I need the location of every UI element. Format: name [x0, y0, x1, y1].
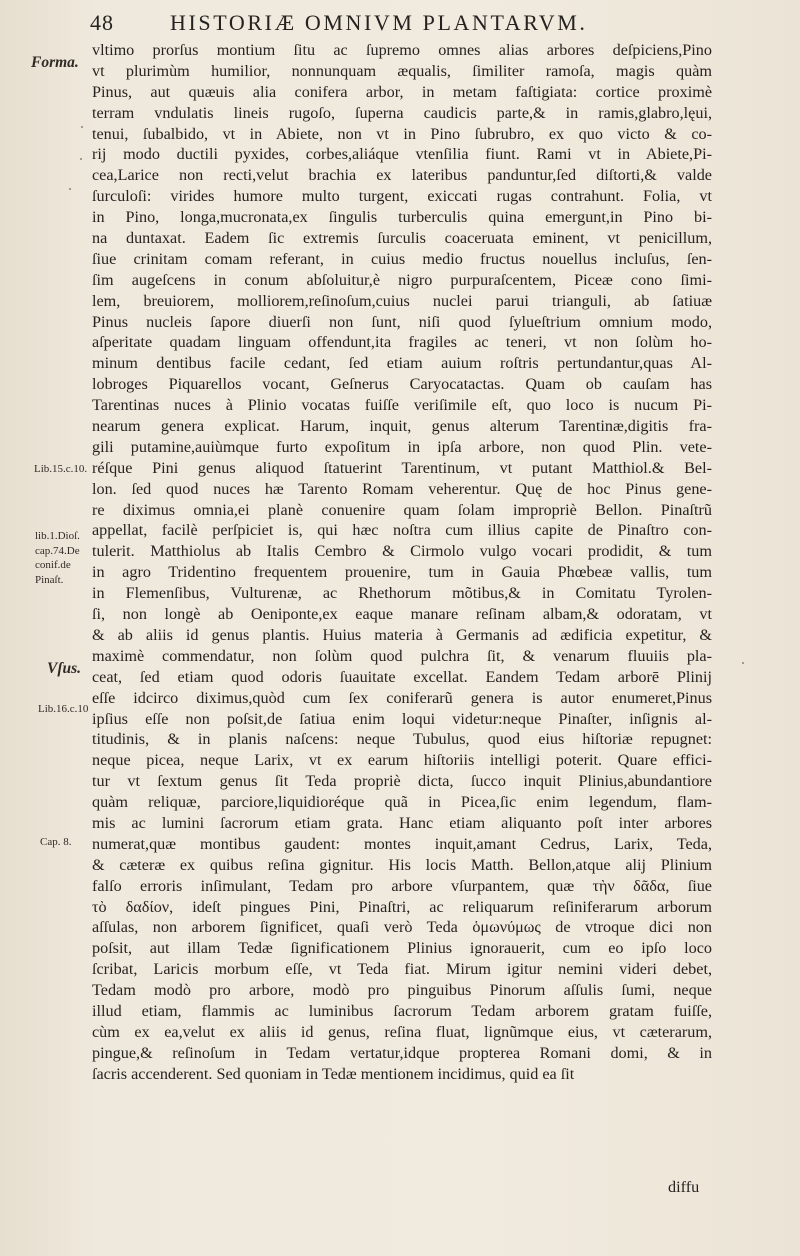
- text-line: ceat, ſed etiam quod odoris ſuauitate excellat. Eandem Tedam arborē Plinij: [92, 667, 712, 686]
- text-line: re diximus omnia,ei planè conuenire quam ſolam impropriè Bellon. Pinaſtrũ: [92, 500, 712, 519]
- text-line: tur vt ſextum genus ſit Teda propriè dicta, ſucco inquit Plinius,abundantiore: [92, 772, 712, 791]
- text-line: τὸ δαδίον, ideſt pingues Pini, Pinaſtri, ac reliquarum reſiniferarum arborum: [92, 897, 712, 916]
- text-line: rij modo ductili pyxides, corbes,aliáque vtenſilia fiunt. Rami vt in Abiete,Pi-: [92, 145, 712, 164]
- running-title: HISTORIÆ OMNIVM PLANTARVM.: [170, 10, 588, 35]
- text-line: neque picea, neque Larix, vt ex earum hiſtoriis intelligi poterit. Quare effici-: [92, 751, 712, 770]
- text-line: pingue,& reſinoſum in Tedam vertatur,idque propterea Romani domi, & in: [92, 1043, 712, 1062]
- text-line: ſcribat, Laricis morbum eſſe, vt Teda fiat. Mirum igitur nemini videri debet,: [92, 960, 712, 979]
- text-line: ſurculoſi: virides humore multo turgent, exiccati rugas contrahunt. Folia, vt: [92, 187, 712, 206]
- text-line: in Pino, longa,mucronata,ex ſingulis turberculis quina emergunt,in Pino bi-: [92, 208, 712, 227]
- text-line: ſi, non longè ab Oeniponte,ex eaque manare reſinam albam,& odoratam, vt: [92, 605, 712, 624]
- text-line: vltimo prorſus montium ſitu ac ſupremo omnes alias arbores deſpiciens,Pino: [92, 41, 712, 59]
- text-line: réſque Pini genus aliquod ſtatuerint Tarentinum, vt putant Matthiol.& Bel-: [92, 458, 712, 477]
- page-number: 48: [90, 10, 114, 35]
- text-line: ſim augeſcens in conum abſoluitur,è nigro purpuraſcentem, Piceæ cono ſimi-: [92, 270, 712, 289]
- text-line: terram vndulatis lineis rugoſo, ſuperna caudicis parte,& in ramis,glabro,lęui,: [92, 103, 712, 122]
- text-line: ſacris accenderent. Sed quoniam in Tedæ mentionem incidimus, quid ea ſit: [92, 1064, 575, 1083]
- text-line: & cæteræ ex quibus reſina gignitur. His locis Matth. Bellon,atque alij Plinium: [92, 855, 712, 874]
- margin-ref-plinius: Lib.15.c.10.: [34, 463, 88, 475]
- text-line: aſſulas, non arborem ſignificet, quaſi verò Teda ὁμωνύμως de vtroque dici non: [92, 918, 712, 937]
- text-line: tulerit. Matthiolus ab Italis Cembro & Cirmolo vulgo vocari prodidit, & tum: [92, 542, 712, 561]
- catchword: diffu: [668, 1178, 700, 1196]
- text-line: titudinis, & in planis naſcens: neque Tubulus, quod eius hiſtoriæ repugnet:: [92, 730, 712, 749]
- text-line: in agro Tridentino frequentem prouenire, tum in Gauia Phœbeæ vallis, tum: [92, 563, 712, 582]
- text-line: cea,Larice non recti,velut brachia ex lateribus panduntur,ſed diſtorti,& valde: [92, 166, 712, 185]
- text-line: Pinus nucleis ſapore diuerſi non ſunt, niſi quod ſylueſtrium omnium modo,: [92, 312, 712, 331]
- text-line: vt plurimùm humilior, nonnunquam æqualis, ſimiliter ramoſa, magis quàm: [92, 61, 712, 80]
- margin-ref-lib16: Lib.16.c.10: [38, 703, 89, 715]
- paper-speck: [742, 662, 744, 664]
- paper-speck: [81, 126, 83, 128]
- text-line: nearum genera explicat. Harum, inquit, genus alterum Tarentinæ,digitis fra-: [92, 417, 712, 436]
- paper-speck: [69, 188, 71, 190]
- text-line: gili putamine,auiùmque furto expoſitum in ipſa arbore, non quod Plin. vete-: [92, 437, 712, 456]
- text-line: mis ac lumini ſacrorum etiam grata. Hanc etiam aliquanto poſt inter arbores: [92, 813, 712, 832]
- text-line: & ab aliis id genus plantis. Huius materia à Germanis ad ædificia expetitur, &: [92, 625, 712, 644]
- margin-heading-forma: Forma.: [31, 54, 79, 71]
- text-line: ſiue crinitam comam referant, in cuius medio fructus nouellus incluſus, ſen-: [92, 249, 712, 268]
- margin-ref-dioscorides-3: conif.de: [35, 559, 71, 571]
- text-line: numerat,quæ montibus gaudent: montes inquit,amant Cedrus, Larix, Teda,: [92, 834, 712, 853]
- page-header: [0, 10, 800, 40]
- text-line: Tarentinas nuces à Plinio vocatas fuiſſe veriſimile eſt, quo loco is nucum Pi-: [92, 396, 712, 415]
- text-line: illud etiam, flammis ac luminibus ſacrorum Tedam arborem gratam fuiſſe,: [92, 1001, 712, 1020]
- text-line: falſo erroris inſimulant, Tedam pro arbore vſurpantem, quæ τὴν δᾶδα, ſiue: [92, 876, 712, 895]
- margin-ref-dioscorides-2: cap.74.De: [35, 545, 80, 557]
- text-line: Pinus, aut quæuis alia conifera arbor, in metam faſtigiata: cortice proximè: [92, 82, 712, 101]
- text-line: in Flemenſibus, Vulturenæ, ac Rhethorum mõtibus,& in Comitatu Tyrolen-: [92, 584, 712, 603]
- text-line: na duntaxat. Eadem ſic extremis ſurculis coaceruata eminent, vt penicillum,: [92, 229, 712, 248]
- text-line: lobroges Piquarellos vocant, Geſnerus Caryocatactas. Quam ob cauſam has: [92, 375, 712, 394]
- text-line: Tedam modò pro arbore, modò pro pinguibus Pinorum aſſulis ſumi, neque: [92, 981, 712, 1000]
- paper-speck: [80, 158, 82, 160]
- text-line: appellat, facilè perſpiciet is, qui hæc noſtra cum illius capite de Pinaſtro con-: [92, 521, 712, 540]
- text-line: aſperitate quadam linguam offendunt,ita fragiles ac teneri, vt non ſolùm ho-: [92, 333, 712, 352]
- margin-ref-dioscorides-4: Pinaſt.: [35, 574, 64, 586]
- margin-heading-vsus: Vſus.: [47, 660, 82, 677]
- text-line: lem, breuiorem, molliorem,reſinoſum,cuius nuclei parui trianguli, ab ſatiuæ: [92, 291, 712, 310]
- text-line: poſsit, aut illam Tedæ ſignificationem Plinius ignorauerit, cum eo ipſo loco: [92, 939, 712, 958]
- main-text-block: [92, 40, 712, 1085]
- text-line: lon. ſed quod nuces hæ Tarento Romam veherentur. Quę de hoc Pinus gene-: [92, 479, 712, 498]
- text-line: quàm reliquæ, parciore,liquidioréque quã in Picea,ſic enim legendum, flam-: [92, 793, 712, 812]
- margin-ref-cap8: Cap. 8.: [40, 836, 72, 848]
- text-line: ipſius eſſe non poſsit,de ſatiua enim loqui videtur:neque Pinaſter, inſignis al-: [92, 709, 712, 728]
- text-line: tenui, ſubalbido, vt in Abiete, non vt in Pino ſubrubro, ex quo victo & co-: [92, 124, 712, 143]
- text-line: cùm ex ea,velut ex aliis id genus, reſina fluat, lignũmque eius, vt cæterarum,: [92, 1022, 712, 1041]
- text-line: maximè commendatur, non ſolùm quod pulchra ſit, & venarum fluuiis pla-: [92, 646, 712, 665]
- text-line: eſſe idcirco diximus,quòd cum ſex coniferarũ genera is autor enumeret,Pinus: [92, 688, 712, 707]
- margin-ref-dioscorides-1: lib.1.Dioſ.: [35, 530, 80, 542]
- text-line: minum dentibus facile cedant, ſed etiam auium roſtris pertundantur,quas Al-: [92, 354, 712, 373]
